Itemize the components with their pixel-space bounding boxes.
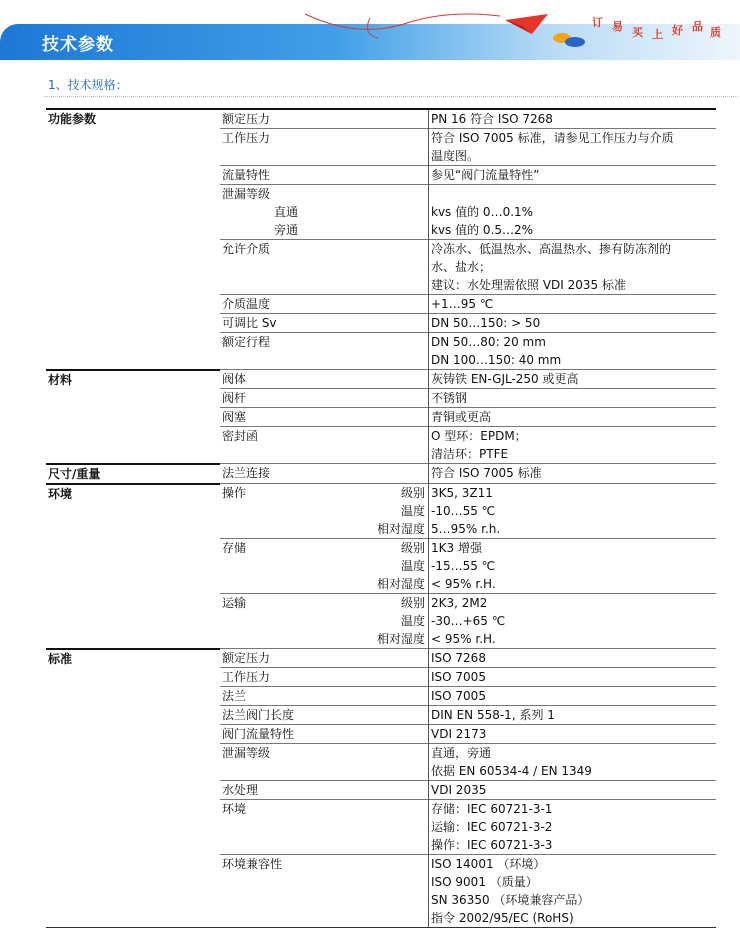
condition-label: 相对湿度 (376, 577, 425, 591)
value-cell (429, 800, 717, 855)
condition-label: 温度 (400, 614, 425, 628)
value-line: 3K5, 3Z11 (431, 486, 493, 500)
parameter-cell (220, 185, 429, 240)
category-cell (46, 166, 220, 185)
category-cell (46, 539, 220, 594)
category-cell: 尺寸/重量 (46, 464, 220, 484)
value-line: 水、盐水； (431, 260, 492, 274)
category-cell (46, 185, 220, 240)
condition-label: 级别 (400, 541, 425, 555)
spec-row (46, 389, 716, 408)
parameter-cell (220, 333, 429, 370)
value-line: < 95% r.H. (431, 577, 496, 591)
parameter-label: 泄漏等级 (222, 746, 271, 760)
value-line: 冷冻水、低温热水、高温热水、掺有防冻剂的 (431, 242, 672, 256)
value-line: VDI 2035 (431, 783, 487, 797)
parameter-label: 水处理 (222, 783, 259, 797)
value-line: 2K3, 2M2 (431, 596, 488, 610)
category-cell (46, 725, 220, 744)
value-cell (429, 314, 717, 333)
spec-row (46, 706, 716, 725)
value-line: 运输：IEC 60721-3-2 (431, 820, 553, 834)
value-line: 1K3 增强 (431, 541, 482, 555)
parameter-cell (220, 427, 429, 464)
value-line: 灰铸铁 EN-GJL-250 或更高 (431, 372, 579, 386)
value-cell (429, 781, 717, 800)
value-line: ISO 14001 （环境） (431, 857, 546, 871)
parameter-cell (220, 314, 429, 333)
spec-row (46, 539, 716, 594)
parameter-cell (220, 389, 429, 408)
parameter-cell (220, 594, 429, 649)
value-line: 参见“阀门流量特性” (431, 168, 540, 182)
value-line: < 95% r.H. (431, 632, 496, 646)
value-cell (429, 240, 717, 295)
parameter-label: 法兰阀门长度 (222, 708, 295, 722)
spec-row (46, 781, 716, 800)
parameter-label: 操作 (222, 486, 247, 500)
condition-label: 相对湿度 (376, 632, 425, 646)
parameter-cell (220, 484, 429, 539)
value-line: 存储：IEC 60721-3-1 (431, 802, 553, 816)
category-cell (46, 240, 220, 295)
parameter-cell (220, 109, 429, 129)
spec-row (46, 484, 716, 539)
value-line: -10…55 ℃ (431, 504, 496, 518)
value-line: 温度图。 (431, 149, 480, 163)
category-cell (46, 129, 220, 166)
value-line: DN 100…150: 40 mm (431, 353, 562, 367)
spec-row (46, 408, 716, 427)
value-cell (429, 408, 717, 427)
parameter-label: 环境 (222, 802, 247, 816)
value-cell (429, 185, 717, 240)
value-line: SN 36350 （环境兼容产品） (431, 893, 590, 907)
category-cell (46, 389, 220, 408)
value-line: kvs 值的 0…0.1% (431, 205, 534, 219)
value-cell (429, 594, 717, 649)
spec-row (46, 594, 716, 649)
parameter-label: 工作压力 (222, 131, 271, 145)
spec-row (46, 427, 716, 464)
value-line: 5…95% r.h. (431, 522, 501, 536)
value-cell (429, 370, 717, 389)
category-cell: 环境 (46, 484, 220, 539)
category-cell: 标准 (46, 649, 220, 668)
condition-label: 级别 (400, 596, 425, 610)
parameter-label: 阀体 (222, 372, 247, 386)
parameter-label: 密封函 (222, 429, 259, 443)
value-line: kvs 值的 0.5…2% (431, 223, 534, 237)
parameter-cell (220, 539, 429, 594)
spec-row (46, 687, 716, 706)
section-divider (44, 96, 738, 97)
category-cell (46, 427, 220, 464)
spec-row (46, 800, 716, 855)
value-cell (429, 687, 717, 706)
value-line: ISO 9001 （质量） (431, 875, 538, 889)
category-cell (46, 295, 220, 314)
parameter-cell (220, 649, 429, 668)
value-line: ISO 7005 (431, 689, 486, 703)
parameter-label: 允许介质 (222, 242, 271, 256)
parameter-cell (220, 855, 429, 928)
value-line: 不锈钢 (431, 391, 468, 405)
spec-row (46, 464, 716, 484)
value-cell (429, 855, 717, 928)
value-line (431, 185, 716, 203)
value-cell (429, 668, 717, 687)
parameter-label: 工作压力 (222, 670, 271, 684)
parameter-cell (220, 370, 429, 389)
value-cell (429, 706, 717, 725)
parameter-label: 阀杆 (222, 391, 247, 405)
parameter-cell (220, 744, 429, 781)
parameter-cell (220, 464, 429, 484)
parameter-label: 运输 (222, 596, 247, 610)
section-title: 1、技术规格： (48, 78, 128, 92)
category-cell (46, 668, 220, 687)
parameter-cell (220, 166, 429, 185)
category-cell (46, 687, 220, 706)
parameter-label: 阀门流量特性 (222, 727, 295, 741)
value-line: +1…95 ℃ (431, 297, 494, 311)
value-cell (429, 129, 717, 166)
value-line: -30…+65 ℃ (431, 614, 506, 628)
category-cell: 材料 (46, 370, 220, 389)
parameter-label: 介质温度 (222, 297, 271, 311)
page-title: 技术参数 (42, 35, 114, 55)
value-line: DN 50…80: 20 mm (431, 335, 546, 349)
parameter-label: 法兰连接 (222, 466, 271, 480)
parameter-cell (220, 408, 429, 427)
parameter-label: 泄漏等级 (222, 187, 271, 201)
condition-label: 相对湿度 (376, 522, 425, 536)
condition-label: 温度 (400, 504, 425, 518)
value-cell (429, 333, 717, 370)
category-cell (46, 594, 220, 649)
spec-row (46, 109, 716, 129)
value-cell (429, 427, 717, 464)
value-cell (429, 484, 717, 539)
value-line: DIN EN 558-1, 系列 1 (431, 708, 555, 722)
value-cell (429, 539, 717, 594)
value-line: VDI 2173 (431, 727, 487, 741)
parameter-label: 额定压力 (222, 651, 271, 665)
parameter-cell (220, 240, 429, 295)
parameter-label: 流量特性 (222, 168, 271, 182)
value-line: O 型环：EPDM； (431, 429, 527, 443)
parameter-cell (220, 800, 429, 855)
parameter-label: 直通 (274, 205, 299, 219)
parameter-label: 额定压力 (222, 112, 271, 126)
value-line: 符合 ISO 7005 标准 (431, 466, 542, 480)
condition-label: 级别 (400, 486, 425, 500)
spec-row (46, 649, 716, 668)
spec-row (46, 668, 716, 687)
value-line: DN 50…150: > 50 (431, 316, 541, 330)
value-line: 建议：水处理需依照 VDI 2035 标准 (431, 278, 626, 292)
parameter-cell (220, 668, 429, 687)
spec-row (46, 295, 716, 314)
category-cell: 功能参数 (46, 109, 220, 129)
category-cell (46, 314, 220, 333)
value-line: 直通，旁通 (431, 746, 492, 760)
value-line: ISO 7005 (431, 670, 486, 684)
category-cell (46, 781, 220, 800)
header-banner: 技术参数 订 易 买 上 好 品 质 (0, 0, 740, 70)
value-cell (429, 725, 717, 744)
spec-row (46, 166, 716, 185)
parameter-label: 阀塞 (222, 410, 247, 424)
value-line: 依据 EN 60534-4 / EN 1349 (431, 764, 592, 778)
parameter-label: 旁通 (274, 223, 299, 237)
spec-row (46, 855, 716, 928)
spec-row (46, 725, 716, 744)
parameter-cell (220, 781, 429, 800)
parameter-label: 法兰 (222, 689, 247, 703)
category-cell (46, 800, 220, 855)
parameter-cell (220, 706, 429, 725)
value-cell (429, 464, 717, 484)
spec-row (46, 185, 716, 240)
parameter-label: 环境兼容性 (222, 857, 283, 871)
category-cell (46, 855, 220, 928)
parameter-cell (220, 295, 429, 314)
value-line: 青铜或更高 (431, 410, 492, 424)
value-line: -15…55 ℃ (431, 559, 496, 573)
value-cell (429, 389, 717, 408)
spec-row (46, 744, 716, 781)
value-line: 符合 ISO 7005 标准，请参见工作压力与介质 (431, 131, 674, 145)
parameter-cell (220, 129, 429, 166)
spec-row (46, 129, 716, 166)
parameter-label: 存储 (222, 541, 247, 555)
parameter-label: 额定行程 (222, 335, 271, 349)
parameter-cell (220, 687, 429, 706)
category-cell (46, 744, 220, 781)
category-cell (46, 333, 220, 370)
value-cell (429, 166, 717, 185)
value-cell (429, 109, 717, 129)
spec-row (46, 370, 716, 389)
value-cell (429, 744, 717, 781)
category-cell (46, 408, 220, 427)
value-line: 清洁环：PTFE (431, 447, 509, 461)
spec-table (46, 108, 716, 928)
value-cell (429, 295, 717, 314)
condition-label: 温度 (400, 559, 425, 573)
value-line: ISO 7268 (431, 651, 486, 665)
value-line: 操作：IEC 60721-3-3 (431, 838, 553, 852)
spec-row (46, 314, 716, 333)
spec-row (46, 240, 716, 295)
parameter-label: 可调比 Sv (222, 316, 277, 330)
parameter-cell (220, 725, 429, 744)
value-line: 指令 2002/95/EC (RoHS) (431, 911, 574, 925)
category-cell (46, 706, 220, 725)
value-line: PN 16 符合 ISO 7268 (431, 112, 553, 126)
spec-row (46, 333, 716, 370)
value-cell (429, 649, 717, 668)
